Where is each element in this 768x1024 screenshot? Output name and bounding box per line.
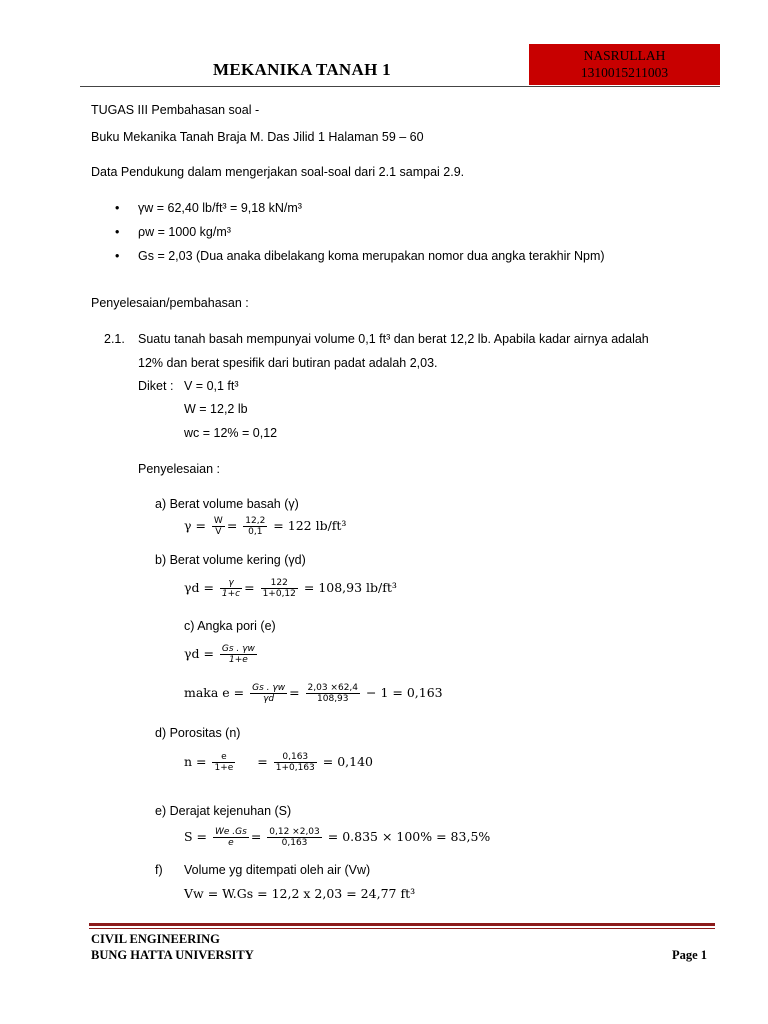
step-a-frac1-num: W bbox=[213, 516, 223, 526]
bullet-item: γw = 62,40 lb/ft³ = 9,18 kN/m³ bbox=[138, 201, 302, 215]
step-c2-result: − 1 = 0,163 bbox=[366, 685, 443, 700]
step-a-equation: γ = $\frac{W}{V}$ = $\frac{12,2}{0,1}$ = 122 lb/ft³ bbox=[184, 516, 347, 537]
step-a-lhs: γ = bbox=[184, 518, 206, 533]
step-d-frac2-num: 0,163 bbox=[274, 752, 317, 763]
step-b-result: = 108,93 lb/ft³ bbox=[303, 580, 397, 595]
page-number: Page 1 bbox=[672, 948, 708, 962]
step-c-label: c) Angka pori (e) bbox=[184, 619, 276, 633]
step-d-label: d) Porositas (n) bbox=[155, 726, 241, 740]
step-f-equation: Vw = W.Gs = 12,2 x 2,03 = 24,77 ft³ bbox=[184, 886, 416, 901]
support-data-heading: Data Pendukung dalam mengerjakan soal-soal dari 2.1 sampai 2.9. bbox=[91, 165, 465, 179]
author-box bbox=[529, 44, 720, 85]
step-b-label: b) Berat volume kering (γd) bbox=[155, 553, 306, 567]
step-b-frac1-den: 1+c bbox=[221, 589, 241, 599]
given-volume: V = 0,1 ft³ bbox=[184, 379, 239, 393]
bullet-icon: • bbox=[115, 249, 120, 263]
step-a-result: = 122 lb/ft³ bbox=[273, 518, 347, 533]
footer-divider bbox=[89, 923, 715, 926]
given-water-content: wc = 12% = 0,12 bbox=[184, 426, 278, 440]
step-e-frac1-num: We .Gs bbox=[215, 827, 247, 837]
step-b-frac1-num: γ bbox=[220, 578, 242, 589]
book-reference: Buku Mekanika Tanah Braja M. Das Jilid 1 Halaman 59 – 60 bbox=[91, 130, 424, 144]
footer-divider-thin bbox=[89, 928, 715, 929]
given-label: Diket : bbox=[138, 379, 174, 393]
step-c-equation bbox=[184, 644, 259, 665]
step-a-frac1-den: V bbox=[215, 527, 222, 537]
step-f-text: Volume yg ditempati oleh air (Vw) bbox=[184, 863, 371, 877]
given-weight: W = 12,2 lb bbox=[184, 402, 248, 416]
step-d-equation: n = $\frac{e}{1+e}$ = $\frac{0,163}{1+0,163}$ = 0,140 bbox=[184, 752, 373, 773]
problem-text-line2: 12% dan berat spesifik dari butiran padat adalah 2,03. bbox=[138, 356, 438, 370]
step-c-frac1-den: 1+e bbox=[228, 655, 248, 665]
bullet-item: Gs = 2,03 (Dua anaka dibelakang koma merupakan nomor dua angka terakhir Npm) bbox=[138, 249, 605, 263]
step-e-frac1-den: e bbox=[228, 838, 234, 848]
step-e-frac2-den: 0,163 bbox=[281, 838, 308, 848]
author-npm: 1310015211003 bbox=[580, 65, 669, 80]
bullet-item: ρw = 1000 kg/m³ bbox=[138, 225, 231, 239]
step-e-lhs: S = bbox=[184, 829, 208, 844]
document-title: MEKANIKA TANAH 1 bbox=[213, 60, 391, 79]
step-c2-frac1-num: Gs . γw bbox=[252, 683, 286, 693]
step-d-frac1-den: 1+e bbox=[214, 763, 234, 773]
step-e-frac2-num: 0,12 ×2,03 bbox=[269, 827, 320, 837]
solution-subheading: Penyelesaian : bbox=[138, 462, 221, 476]
solution-heading: Penyelesaian/pembahasan : bbox=[91, 296, 249, 310]
step-e-equation: S = $\frac{We .Gs}{e}$ = $\frac{0,12 \times 2,03}{0,163}$ = 0.835 × 100% = 83,5% bbox=[184, 827, 491, 848]
step-b-frac2-num: 122 bbox=[261, 578, 298, 589]
step-d-result: = 0,140 bbox=[322, 754, 373, 769]
bullet-icon: • bbox=[115, 201, 120, 215]
step-e-result: = 0.835 × 100% = 83,5% bbox=[327, 829, 491, 844]
step-e-label: e) Derajat kejenuhan (S) bbox=[155, 804, 292, 818]
footer-department: CIVIL ENGINEERING bbox=[91, 932, 220, 946]
step-c2-lhs: maka e = bbox=[184, 685, 245, 700]
step-b-frac2-den: 1+0,12 bbox=[262, 589, 296, 599]
step-a-label: a) Berat volume basah (γ) bbox=[155, 497, 299, 511]
step-d-frac1-num: e bbox=[212, 752, 235, 763]
author-name: NASRULLAH bbox=[583, 48, 666, 63]
problem-text-line1: Suatu tanah basah mempunyai volume 0,1 ft³ dan berat 12,2 lb. Apabila kadar airnya adalah bbox=[138, 332, 649, 346]
problem-number: 2.1. bbox=[104, 332, 125, 346]
step-d-lhs: n = bbox=[184, 754, 207, 769]
step-a-frac2-num: 12,2 bbox=[245, 516, 266, 526]
step-d-frac2-den: 1+0,163 bbox=[275, 763, 315, 773]
step-b-equation: γd = $\frac{\gamma}{1+c}$ = $\frac{122}{1+0,12}$ = 108,93 lb/ft³ bbox=[184, 578, 397, 599]
step-f-label: f) bbox=[155, 863, 163, 877]
step-c2-frac2-den: 108,93 bbox=[317, 694, 349, 704]
step-c2-frac1-den: γd bbox=[263, 694, 275, 704]
step-c-frac1-num: Gs . γw bbox=[221, 644, 255, 654]
step-c2-frac2-num: 2,03 ×62,4 bbox=[307, 683, 359, 693]
step-b-lhs: γd = bbox=[184, 580, 214, 595]
step-c-lhs: γd = bbox=[184, 646, 214, 661]
step-a-frac2-den: 0,1 bbox=[248, 527, 263, 537]
bullet-icon: • bbox=[115, 225, 120, 239]
assignment-line: TUGAS III Pembahasan soal - bbox=[91, 103, 260, 117]
footer-university: BUNG HATTA UNIVERSITY bbox=[91, 948, 254, 962]
header-divider bbox=[80, 86, 720, 87]
step-c-void-ratio-equation: maka e = $\frac{Gs . \gamma w}{\gamma d}$ = $\frac{2,03 \times 62,4}{108,93}$ − 1 = 0,163 bbox=[184, 683, 443, 704]
